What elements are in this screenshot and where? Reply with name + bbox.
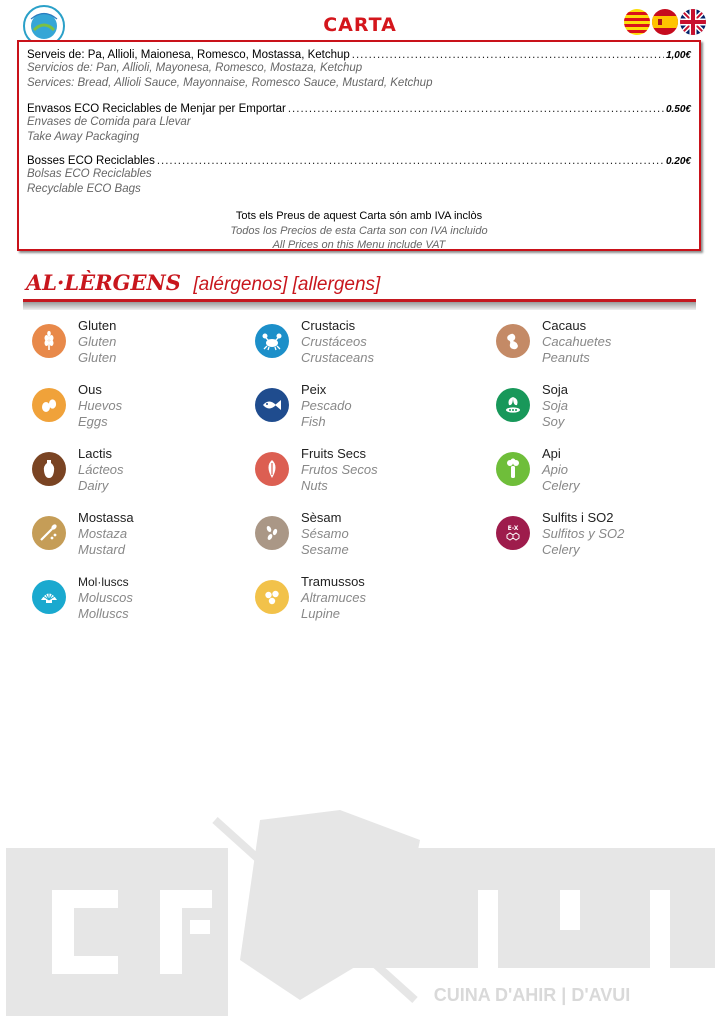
allergen-name-en: Celery [542, 478, 580, 493]
service-name-es: Servicios de: Pan, Allioli, Mayonesa, Romesco, Mostaza, Ketchup [27, 62, 363, 74]
service-name-es: Envases de Comida para Llevar [27, 116, 191, 128]
allergen-name-ca: Sulfits i SO2 [542, 510, 614, 525]
allergen-name-ca: Cacaus [542, 318, 587, 333]
allergen-name-en: Molluscs [78, 606, 129, 621]
brand-tagline: CUINA D'AHIR | D'AVUI [433, 985, 631, 1005]
allergen-name-ca: Fruits Secs [301, 446, 367, 461]
allergen-name-en: Mustard [78, 542, 125, 557]
allergen-name-en: Crustaceans [301, 350, 374, 365]
celery-icon [496, 452, 530, 486]
allergen-name-en: Eggs [78, 414, 108, 429]
allergen-item-crustaceans [249, 318, 459, 374]
allergens-heading [26, 270, 380, 296]
wheat-icon [32, 324, 66, 358]
allergen-item-celery [490, 446, 700, 502]
allergen-name-en: Lupine [301, 606, 341, 621]
allergen-name-es: Huevos [78, 398, 123, 413]
allergen-name-ca: Mol·luscs [78, 575, 129, 589]
allergen-name-es: Sésamo [301, 526, 349, 541]
page-title: CARTA [323, 14, 397, 36]
allergen-name-en: Sesame [301, 542, 349, 557]
allergen-item-nuts [249, 446, 459, 502]
sulphite-icon [496, 516, 530, 550]
allergen-name-en: Gluten [78, 350, 117, 365]
allergen-name-es: Soja [542, 398, 569, 413]
allergen-name-en: Soy [542, 414, 565, 429]
vat-notice-es: Todos los Precios de esta Carta son con IVA incluido [230, 225, 488, 237]
service-name-en: Take Away Packaging [27, 131, 140, 143]
allergen-name-es: Altramuces [301, 590, 367, 605]
service-name: Bosses ECO Reciclables [27, 155, 155, 167]
lupine-icon [255, 580, 289, 614]
allergen-item-molluscs [26, 574, 236, 630]
allergen-name-es: Mostaza [78, 526, 128, 541]
allergen-name-ca: Tramussos [301, 574, 365, 589]
cristal-brand-logo [0, 800, 720, 1018]
services-box [17, 40, 701, 251]
uk-flag[interactable] [680, 9, 706, 35]
allergen-name-es: Sulfitos y SO2 [542, 526, 625, 541]
language-flags [624, 9, 706, 35]
allergen-name-es: Frutos Secos [301, 462, 378, 477]
allergen-name-ca: Sèsam [301, 510, 342, 525]
allergen-item-sulphites [490, 510, 700, 566]
allergen-name-es: Gluten [78, 334, 117, 349]
service-name-es: Bolsas ECO Reciclables [27, 168, 152, 180]
allergen-name-es: Lácteos [78, 462, 124, 477]
shell-icon [32, 580, 66, 614]
allergen-name-en: Dairy [78, 478, 109, 493]
catalan-flag[interactable] [624, 9, 650, 35]
mustard-icon [32, 516, 66, 550]
allergen-name-ca: Api [542, 446, 561, 461]
allergens-subtitle: [alérgenos] [allergens] [193, 274, 381, 295]
service-price: 0.50€ [665, 104, 691, 115]
allergen-name-es: Cacahuetes [542, 334, 612, 349]
allergen-name-es: Moluscos [78, 590, 133, 605]
sulphite-badge: E-X [507, 525, 519, 532]
allergen-item-mustard [26, 510, 236, 566]
allergen-item-dairy [26, 446, 236, 502]
crab-icon [255, 324, 289, 358]
service-item [27, 49, 691, 91]
allergen-name-ca: Soja [542, 382, 569, 397]
peanut-icon [496, 324, 530, 358]
sesame-icon [255, 516, 289, 550]
service-name-en: Services: Bread, Allioli Sauce, Mayonnaise, Romesco Sauce, Mustard, Ketchup [27, 77, 433, 89]
vat-notice-ca: Tots els Preus de aquest Carta són amb IVA inclòs [235, 210, 483, 222]
allergen-name-en: Fish [301, 414, 326, 429]
allergen-name-ca: Mostassa [78, 510, 134, 525]
dot-leader [352, 49, 664, 61]
allergen-item-sesame [249, 510, 459, 566]
soy-icon [496, 388, 530, 422]
nut-icon [255, 452, 289, 486]
allergen-name-es: Crustáceos [301, 334, 367, 349]
service-price: 1,00€ [665, 50, 691, 61]
service-name: Envasos ECO Reciclables de Menjar per Emportar [27, 103, 286, 115]
allergen-item-gluten [26, 318, 236, 374]
allergen-name-en: Peanuts [542, 350, 590, 365]
milk-icon [32, 452, 66, 486]
allergens-title: AL·LÈRGENS [26, 270, 181, 295]
spanish-flag[interactable] [652, 9, 678, 35]
service-item [27, 155, 691, 197]
egg-icon [32, 388, 66, 422]
allergen-name-es: Pescado [301, 398, 352, 413]
allergen-item-peanuts [490, 318, 700, 374]
allergen-name-ca: Gluten [78, 318, 117, 333]
allergen-name-es: Apio [542, 462, 569, 477]
allergen-item-fish [249, 382, 459, 438]
vat-notice-en: All Prices on this Menu include VAT [272, 239, 446, 251]
allergen-name-ca: Peix [301, 382, 327, 397]
allergen-name-ca: Lactis [78, 446, 112, 461]
service-name-en: Recyclable ECO Bags [27, 183, 141, 195]
dot-leader [288, 103, 664, 115]
allergen-name-ca: Ous [78, 382, 102, 397]
dot-leader [157, 155, 664, 167]
service-price: 0.20€ [665, 156, 691, 167]
allergen-item-eggs [26, 382, 236, 438]
vat-notice [19, 209, 699, 252]
allergen-name-ca: Crustacis [301, 318, 356, 333]
allergen-name-en: Celery [542, 542, 580, 557]
heading-divider-shadow [23, 302, 696, 310]
fish-icon [255, 388, 289, 422]
allergen-item-lupine [249, 574, 459, 630]
allergen-item-soy [490, 382, 700, 438]
allergen-name-en: Nuts [301, 478, 328, 493]
service-item [27, 103, 691, 145]
service-name: Serveis de: Pa, Allioli, Maionesa, Romesco, Mostassa, Ketchup [27, 49, 350, 61]
